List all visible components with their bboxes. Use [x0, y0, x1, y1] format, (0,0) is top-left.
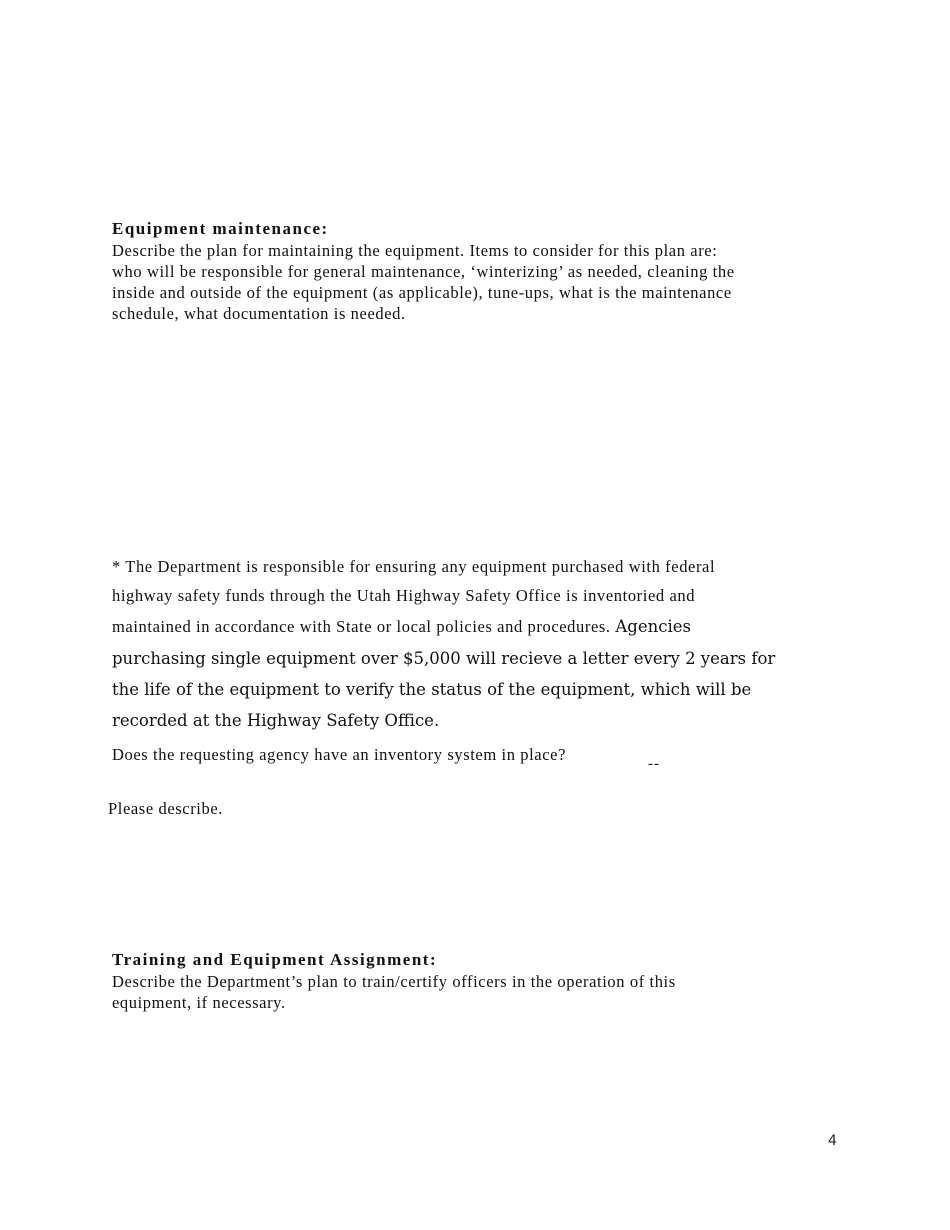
- maintenance-description: [112, 240, 735, 324]
- maintenance-line: who will be responsible for general maintenance, ‘winterizing’ as needed, cleaning the: [112, 262, 735, 281]
- page-number: 4: [828, 1133, 837, 1149]
- maintenance-line: Describe the plan for maintaining the equipment. Items to consider for this plan are:: [112, 241, 718, 260]
- inventory-note-line: [112, 617, 691, 637]
- inventory-answer-field[interactable]: --: [648, 756, 660, 772]
- inventory-note-text: Agencies: [615, 617, 691, 636]
- training-heading: Training and Equipment Assignment:: [112, 950, 438, 969]
- maintenance-line: inside and outside of the equipment (as applicable), tune-ups, what is the maintenance: [112, 283, 732, 302]
- maintenance-heading: Equipment maintenance:: [112, 219, 329, 238]
- training-line: Describe the Department’s plan to train/certify officers in the operation of this: [112, 972, 676, 991]
- training-line: equipment, if necessary.: [112, 993, 286, 1012]
- inventory-note: [112, 557, 715, 577]
- inventory-note-line: recorded at the Highway Safety Office.: [112, 711, 440, 730]
- describe-prompt: Please describe.: [108, 799, 223, 818]
- maintenance-line: schedule, what documentation is needed.: [112, 304, 406, 323]
- inventory-note-line: the life of the equipment to verify the status of the equipment, which will be: [112, 680, 752, 699]
- inventory-note-line: * The Department is responsible for ensuring any equipment purchased with federal: [112, 557, 716, 576]
- training-description: [112, 971, 676, 1013]
- inventory-note-text: maintained in accordance with State or local policies and procedures.: [112, 617, 611, 636]
- inventory-question-label: Does the requesting agency have an inventory system in place?: [112, 745, 566, 764]
- inventory-note-line: purchasing single equipment over $5,000 will recieve a letter every 2 years for: [112, 649, 776, 668]
- inventory-note-line: highway safety funds through the Utah Highway Safety Office is inventoried and: [112, 586, 696, 605]
